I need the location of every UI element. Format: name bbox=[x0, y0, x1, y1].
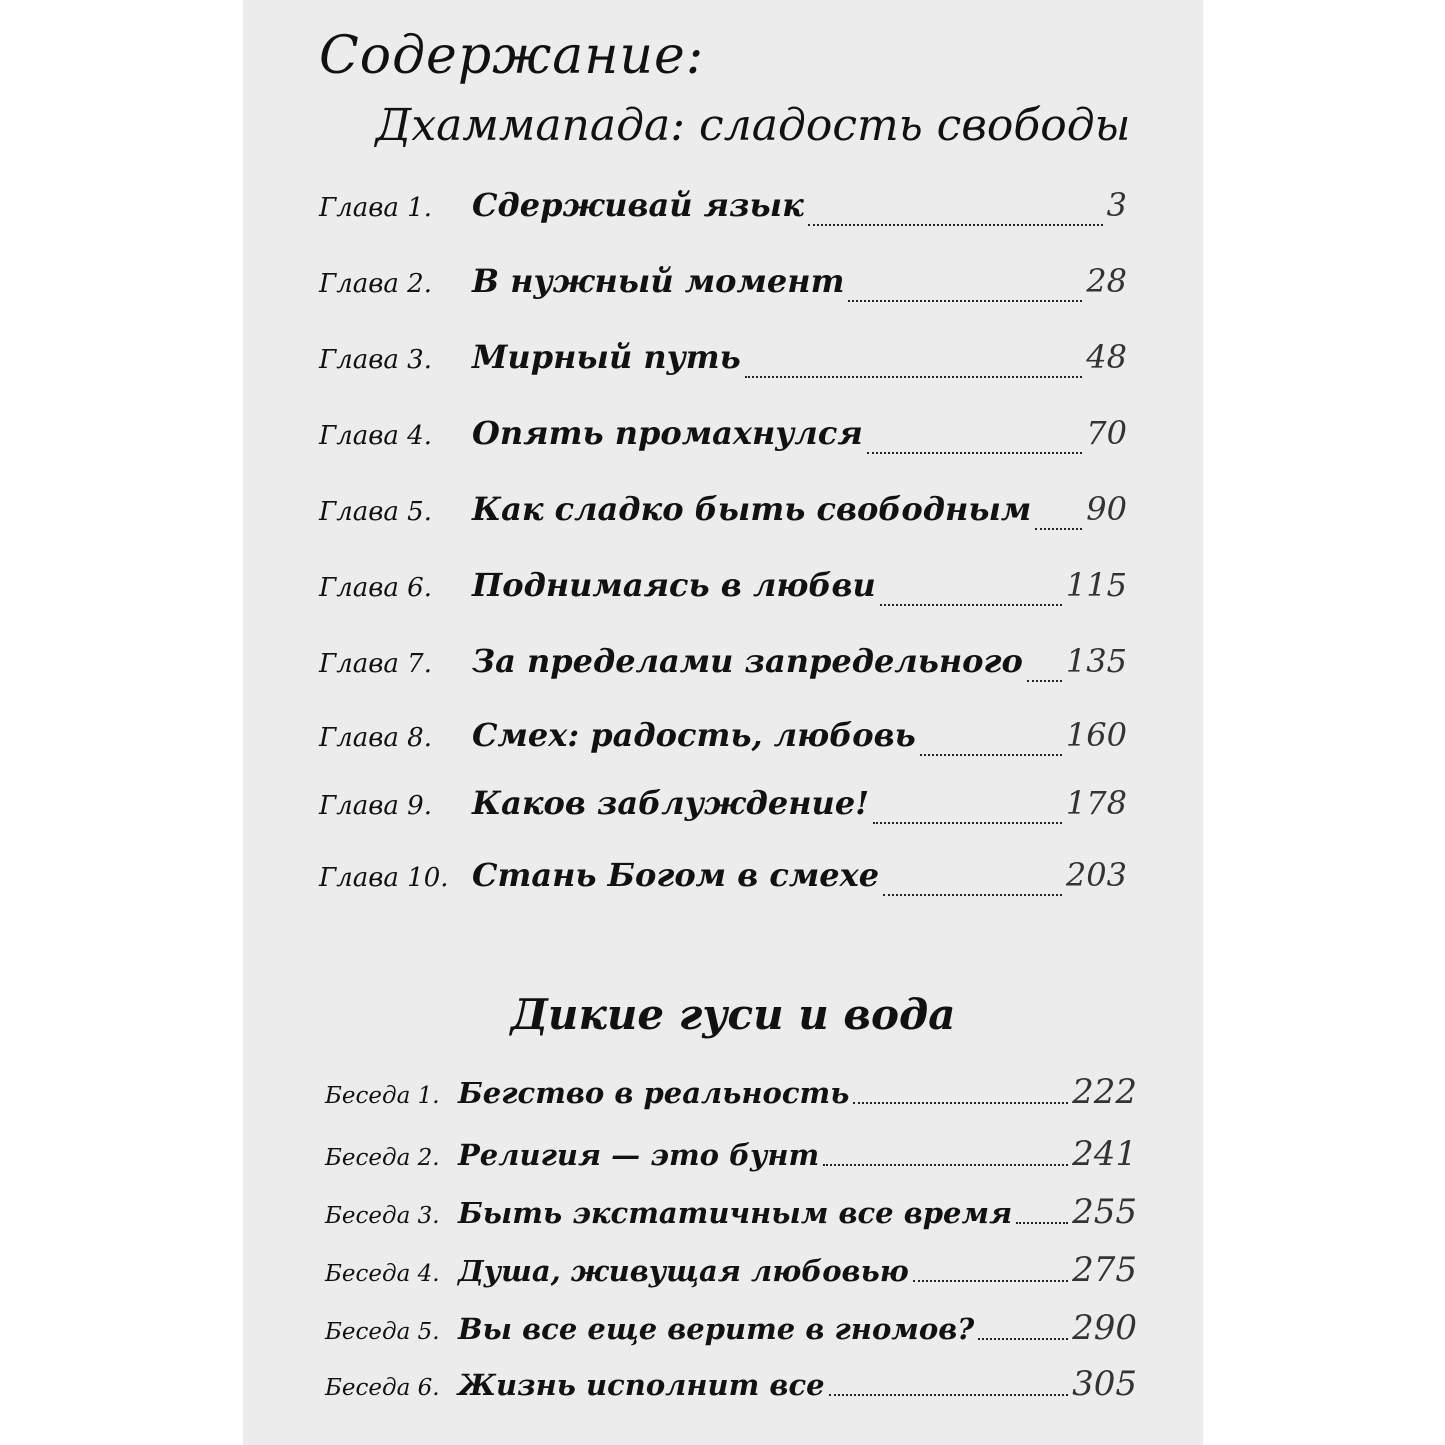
dot-leader bbox=[745, 375, 1083, 378]
dot-leader bbox=[978, 1337, 1068, 1340]
toc-entry[interactable] bbox=[319, 856, 1127, 906]
page-number: 178 bbox=[1065, 784, 1127, 822]
dot-leader bbox=[1016, 1221, 1068, 1224]
toc-entry[interactable] bbox=[325, 1308, 1137, 1348]
chapter-title: Поднимаясь в любви bbox=[472, 566, 876, 604]
chapter-title: Каков заблуждение! bbox=[472, 784, 870, 822]
section-title: Дхаммапада: сладость свободы bbox=[375, 100, 1131, 151]
talk-title: Душа, живущая любовью bbox=[458, 1254, 909, 1288]
toc-entry[interactable] bbox=[319, 338, 1127, 388]
talk-title: Жизнь исполнит все bbox=[458, 1368, 825, 1402]
dot-leader bbox=[808, 223, 1103, 226]
page-number: 135 bbox=[1065, 642, 1127, 680]
talk-title: Бегство в реальность bbox=[458, 1076, 850, 1110]
dot-leader bbox=[913, 1279, 1068, 1282]
page-number: 70 bbox=[1086, 414, 1127, 452]
chapter-label: Глава 5. bbox=[319, 497, 432, 527]
toc-entry[interactable] bbox=[319, 414, 1127, 464]
page-number: 160 bbox=[1065, 716, 1127, 754]
chapter-title: Смех: радость, любовь bbox=[472, 716, 916, 754]
dot-leader bbox=[920, 753, 1062, 756]
talk-label: Беседа 1. bbox=[325, 1083, 440, 1109]
dot-leader bbox=[880, 603, 1062, 606]
page-number: 3 bbox=[1106, 186, 1127, 224]
toc-entry[interactable] bbox=[325, 1364, 1137, 1404]
page-number: 115 bbox=[1065, 566, 1127, 604]
chapter-title: Опять промахнулся bbox=[472, 414, 863, 452]
toc-entry[interactable] bbox=[319, 490, 1127, 540]
chapter-label: Глава 2. bbox=[319, 269, 432, 299]
chapter-title: В нужный момент bbox=[472, 262, 845, 300]
dot-leader bbox=[883, 893, 1062, 896]
toc-entry[interactable] bbox=[319, 716, 1127, 766]
page-heading: Содержание: bbox=[319, 26, 705, 86]
chapter-label: Глава 3. bbox=[319, 345, 432, 375]
toc-entry[interactable] bbox=[319, 784, 1127, 834]
page-number: 290 bbox=[1072, 1308, 1137, 1348]
dot-leader bbox=[823, 1163, 1068, 1166]
chapter-title: За пределами запредельного bbox=[472, 642, 1023, 680]
dot-leader bbox=[848, 299, 1082, 302]
toc-entry[interactable] bbox=[325, 1250, 1137, 1290]
chapter-label: Глава 1. bbox=[319, 193, 432, 223]
talk-label: Беседа 6. bbox=[325, 1375, 440, 1401]
section-title: Дикие гуси и вода bbox=[510, 990, 956, 1039]
page-number: 305 bbox=[1072, 1364, 1137, 1404]
chapter-label: Глава 8. bbox=[319, 723, 432, 753]
talk-title: Вы все еще верите в гномов? bbox=[458, 1312, 975, 1346]
page-number: 241 bbox=[1072, 1134, 1137, 1174]
toc-entry[interactable] bbox=[319, 642, 1127, 692]
dot-leader bbox=[867, 451, 1083, 454]
toc-entry[interactable] bbox=[325, 1192, 1137, 1232]
chapter-title: Стань Богом в смехе bbox=[472, 856, 880, 894]
chapter-label: Глава 4. bbox=[319, 421, 432, 451]
chapter-label: Глава 6. bbox=[319, 573, 432, 603]
talk-label: Беседа 4. bbox=[325, 1261, 440, 1287]
chapter-label: Глава 10. bbox=[319, 863, 449, 893]
toc-entry[interactable] bbox=[325, 1072, 1137, 1112]
page-number: 255 bbox=[1072, 1192, 1137, 1232]
dot-leader bbox=[853, 1101, 1068, 1104]
chapter-title: Как сладко быть свободным bbox=[472, 490, 1032, 528]
dot-leader bbox=[829, 1393, 1069, 1396]
page-number: 48 bbox=[1086, 338, 1127, 376]
dot-leader bbox=[1035, 527, 1082, 530]
toc-entry[interactable] bbox=[319, 262, 1127, 312]
toc-page bbox=[243, 0, 1203, 1445]
dot-leader bbox=[1027, 679, 1062, 682]
toc-entry[interactable] bbox=[325, 1134, 1137, 1174]
chapter-label: Глава 7. bbox=[319, 649, 432, 679]
page-number: 222 bbox=[1072, 1072, 1137, 1112]
chapter-title: Сдерживай язык bbox=[472, 186, 804, 224]
page-number: 275 bbox=[1072, 1250, 1137, 1290]
toc-entry[interactable] bbox=[319, 566, 1127, 616]
talk-title: Религия — это бунт bbox=[458, 1138, 820, 1172]
page-number: 90 bbox=[1086, 490, 1127, 528]
toc-entry[interactable] bbox=[319, 186, 1127, 236]
chapter-title: Мирный путь bbox=[472, 338, 741, 376]
talk-title: Быть экстатичным все время bbox=[458, 1196, 1013, 1230]
page-number: 28 bbox=[1086, 262, 1127, 300]
talk-label: Беседа 3. bbox=[325, 1203, 440, 1229]
dot-leader bbox=[873, 821, 1062, 824]
chapter-label: Глава 9. bbox=[319, 791, 432, 821]
page-number: 203 bbox=[1065, 856, 1127, 894]
talk-label: Беседа 2. bbox=[325, 1145, 440, 1171]
talk-label: Беседа 5. bbox=[325, 1319, 440, 1345]
